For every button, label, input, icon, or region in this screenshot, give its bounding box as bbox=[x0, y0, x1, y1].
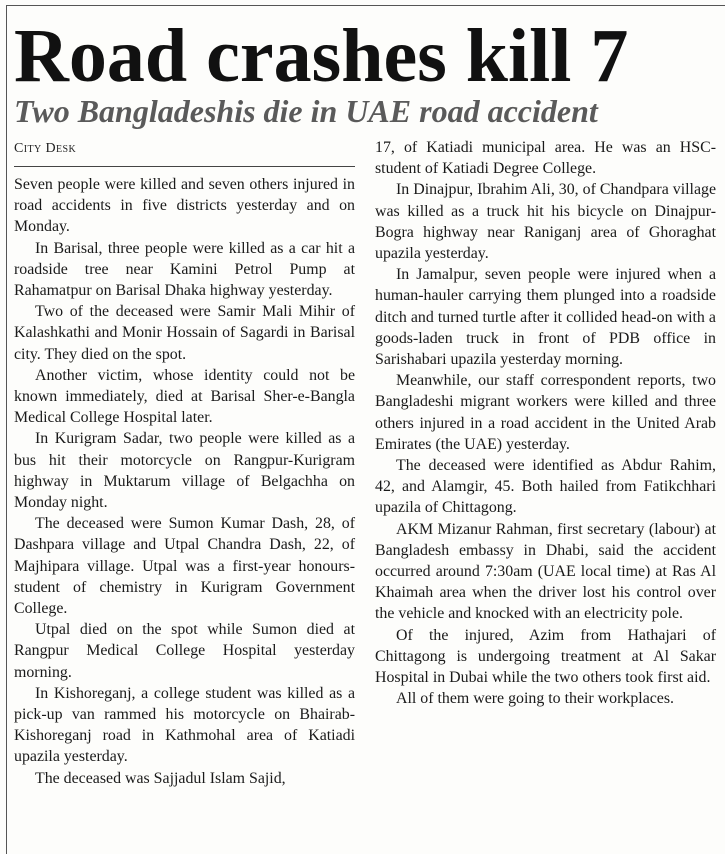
article-column-right bbox=[375, 137, 716, 709]
article-paragraph: In Kishoreganj, a college student was killed as a pick-up van rammed his motorcycle on Bhairab-Kishoreganj road in Kathmohal area of Katiadi upazila yesterday. bbox=[14, 684, 355, 766]
article-paragraph: 17, of Katiadi municipal area. He was an HSC-student of Katiadi Degree College. bbox=[375, 139, 716, 178]
byline: City Desk bbox=[14, 141, 77, 156]
headline: Road crashes kill 7 bbox=[14, 14, 629, 98]
article-paragraph: Utpal died on the spot while Sumon died at Rangpur Medical College Hospital yesterday morning. bbox=[14, 621, 355, 681]
article-paragraph: Two of the deceased were Samir Mali Mihir of Kalashkathi and Monir Hossain of Sagardi in Barisal city. They died on the spot. bbox=[14, 303, 355, 363]
article-paragraph: In Kurigram Sadar, two people were killed as a bus hit their motorcycle on Rangpur-Kurigram highway in Muktarum village of Belgachha on Monday night. bbox=[14, 430, 355, 512]
article-paragraph: All of them were going to their workplaces. bbox=[396, 690, 675, 708]
article-paragraph: In Barisal, three people were killed as a car hit a roadside tree near Kamini Petrol Pump at Rahamatpur on Barisal Dhaka highway yesterday. bbox=[14, 239, 355, 300]
article-column-left bbox=[14, 137, 355, 789]
article-paragraph: Another victim, whose identity could not be known immediately, died at Barisal Sher-e-Bangla Medical College Hospital later. bbox=[14, 366, 355, 427]
article-paragraph: Of the injured, Azim from Hathajari of Chittagong is undergoing treatment at Al Sakar Hospital in Dubai while the two others took first aid. bbox=[375, 626, 716, 687]
byline-rule bbox=[14, 166, 355, 167]
article-paragraph: AKM Mizanur Rahman, first secretary (labour) at Bangladesh embassy in Dhabi, said the accident occurred around 7:30am (UAE local time) at Ras Al Khaimah area when the driver lost his control over the vehicle and knocked with an electricity pole. bbox=[375, 520, 716, 623]
article-paragraph: The deceased were Sumon Kumar Dash, 28, of Dashpara village and Utpal Chandra Dash, 22, of Majhipara village. Utpal was a first-year honours-student of chemistry in Kurigram Government College. bbox=[14, 515, 355, 618]
article-paragraph: The deceased were identified as Abdur Rahim, 42, and Alamgir, 45. Both hailed from Fatikchhari upazila of Chittagong. bbox=[375, 457, 716, 517]
subheadline: Two Bangladeshis die in UAE road accident bbox=[14, 93, 598, 129]
article-paragraph: In Jamalpur, seven people were injured when a human-hauler carrying them plunged into a roadside ditch and turned turtle after it collided head-on with a goods-laden truck in front of PDB office in Sarishabari upazila yesterday morning. bbox=[375, 266, 716, 369]
article-paragraph: Seven people were killed and seven others injured in road accidents in five districts yesterday and on Monday. bbox=[14, 176, 355, 236]
frame-left-rule bbox=[6, 5, 7, 854]
article-paragraph: The deceased was Sajjadul Islam Sajid, bbox=[35, 769, 286, 787]
frame-top-rule bbox=[6, 5, 725, 6]
article-paragraph: Meanwhile, our staff correspondent reports, two Bangladeshi migrant workers were killed and three others injured in a road accident in the United Arab Emirates (the UAE) yesterday. bbox=[375, 372, 716, 453]
article-paragraph: In Dinajpur, Ibrahim Ali, 30, of Chandpara village was killed as a truck hit his bicycle on Dinajpur-Bogra highway near Raniganj area of Ghoraghat upazila yesterday. bbox=[375, 181, 716, 263]
